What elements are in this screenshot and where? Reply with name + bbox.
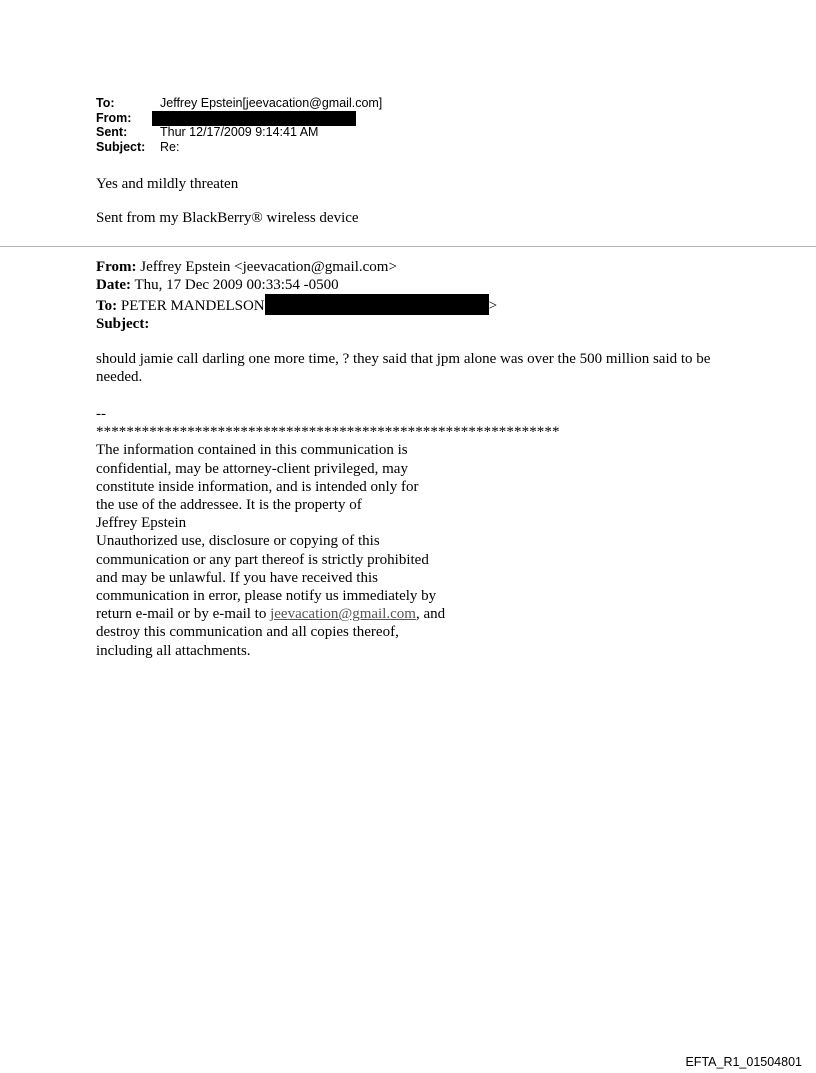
- notice-line: communication or any part thereof is strictly prohibited: [96, 551, 429, 568]
- quoted-from-value: Jeffrey Epstein <jeevacation@gmail.com>: [136, 259, 397, 275]
- sent-value: Thur 12/17/2009 9:14:41 AM: [160, 125, 319, 139]
- notice-line: confidential, may be attorney-client privileged, may: [96, 460, 408, 477]
- notice-line: Jeffrey Epstein: [96, 515, 187, 532]
- signature-dashes: --: [96, 406, 106, 422]
- notice-line: and may be unlawful. If you have received this: [96, 569, 378, 586]
- notice-line-with-link: [96, 605, 560, 623]
- quoted-from-label: From:: [96, 259, 137, 275]
- email-link[interactable]: jeevacation@gmail.com: [270, 606, 416, 623]
- notice-line: Unauthorized use, disclosure or copying of this: [96, 533, 380, 550]
- quoted-to-row: [96, 294, 497, 315]
- to-label: To:: [96, 96, 115, 110]
- quoted-date-row: [96, 276, 497, 294]
- notice-line: including all attachments.: [96, 642, 251, 659]
- divider: [0, 246, 816, 247]
- redaction-block: [152, 111, 356, 126]
- from-label: From:: [96, 110, 132, 125]
- notice-line: communication in error, please notify us immediately by: [96, 588, 437, 605]
- quoted-message-body: should jamie call darling one more time, ? they said that jpm alone was over the 500 million said to be needed.: [96, 351, 711, 385]
- notice-line: destroy this communication and all copies thereof,: [96, 624, 399, 641]
- quoted-header: [96, 258, 497, 333]
- subject-value: Re:: [160, 139, 180, 154]
- reply-signature: Sent from my BlackBerry® wireless device: [96, 210, 359, 226]
- document-id-footer: EFTA_R1_01504801: [685, 1055, 802, 1069]
- notice-return-suffix: , and: [415, 606, 446, 623]
- quoted-to-label: To:: [96, 298, 118, 314]
- subject-label: Subject:: [96, 139, 146, 154]
- quoted-subject-row: [96, 315, 497, 333]
- quoted-date-value: Thu, 17 Dec 2009 00:33:54 -0500: [130, 277, 339, 293]
- quoted-to-suffix: >: [488, 298, 498, 314]
- quoted-to-value: PETER MANDELSON: [117, 298, 265, 314]
- redaction-block: [265, 294, 489, 315]
- reply-text: Yes and mildly threaten: [96, 176, 239, 192]
- quoted-date-label: Date:: [96, 277, 131, 293]
- notice-return-prefix: return e-mail or by e-mail to: [96, 606, 271, 623]
- notice-line: constitute inside information, and is intended only for: [96, 478, 419, 495]
- notice-line: The information contained in this communication is: [96, 442, 408, 459]
- quoted-from-row: [96, 258, 497, 276]
- quoted-subject-label: Subject:: [96, 316, 150, 332]
- notice-line: the use of the addressee. It is the property of: [96, 497, 362, 514]
- to-value: Jeffrey Epstein[jeevacation@gmail.com]: [160, 96, 383, 110]
- confidentiality-notice: [96, 405, 560, 660]
- sent-label: Sent:: [96, 125, 128, 139]
- signature-stars: *************************************************************: [96, 424, 560, 441]
